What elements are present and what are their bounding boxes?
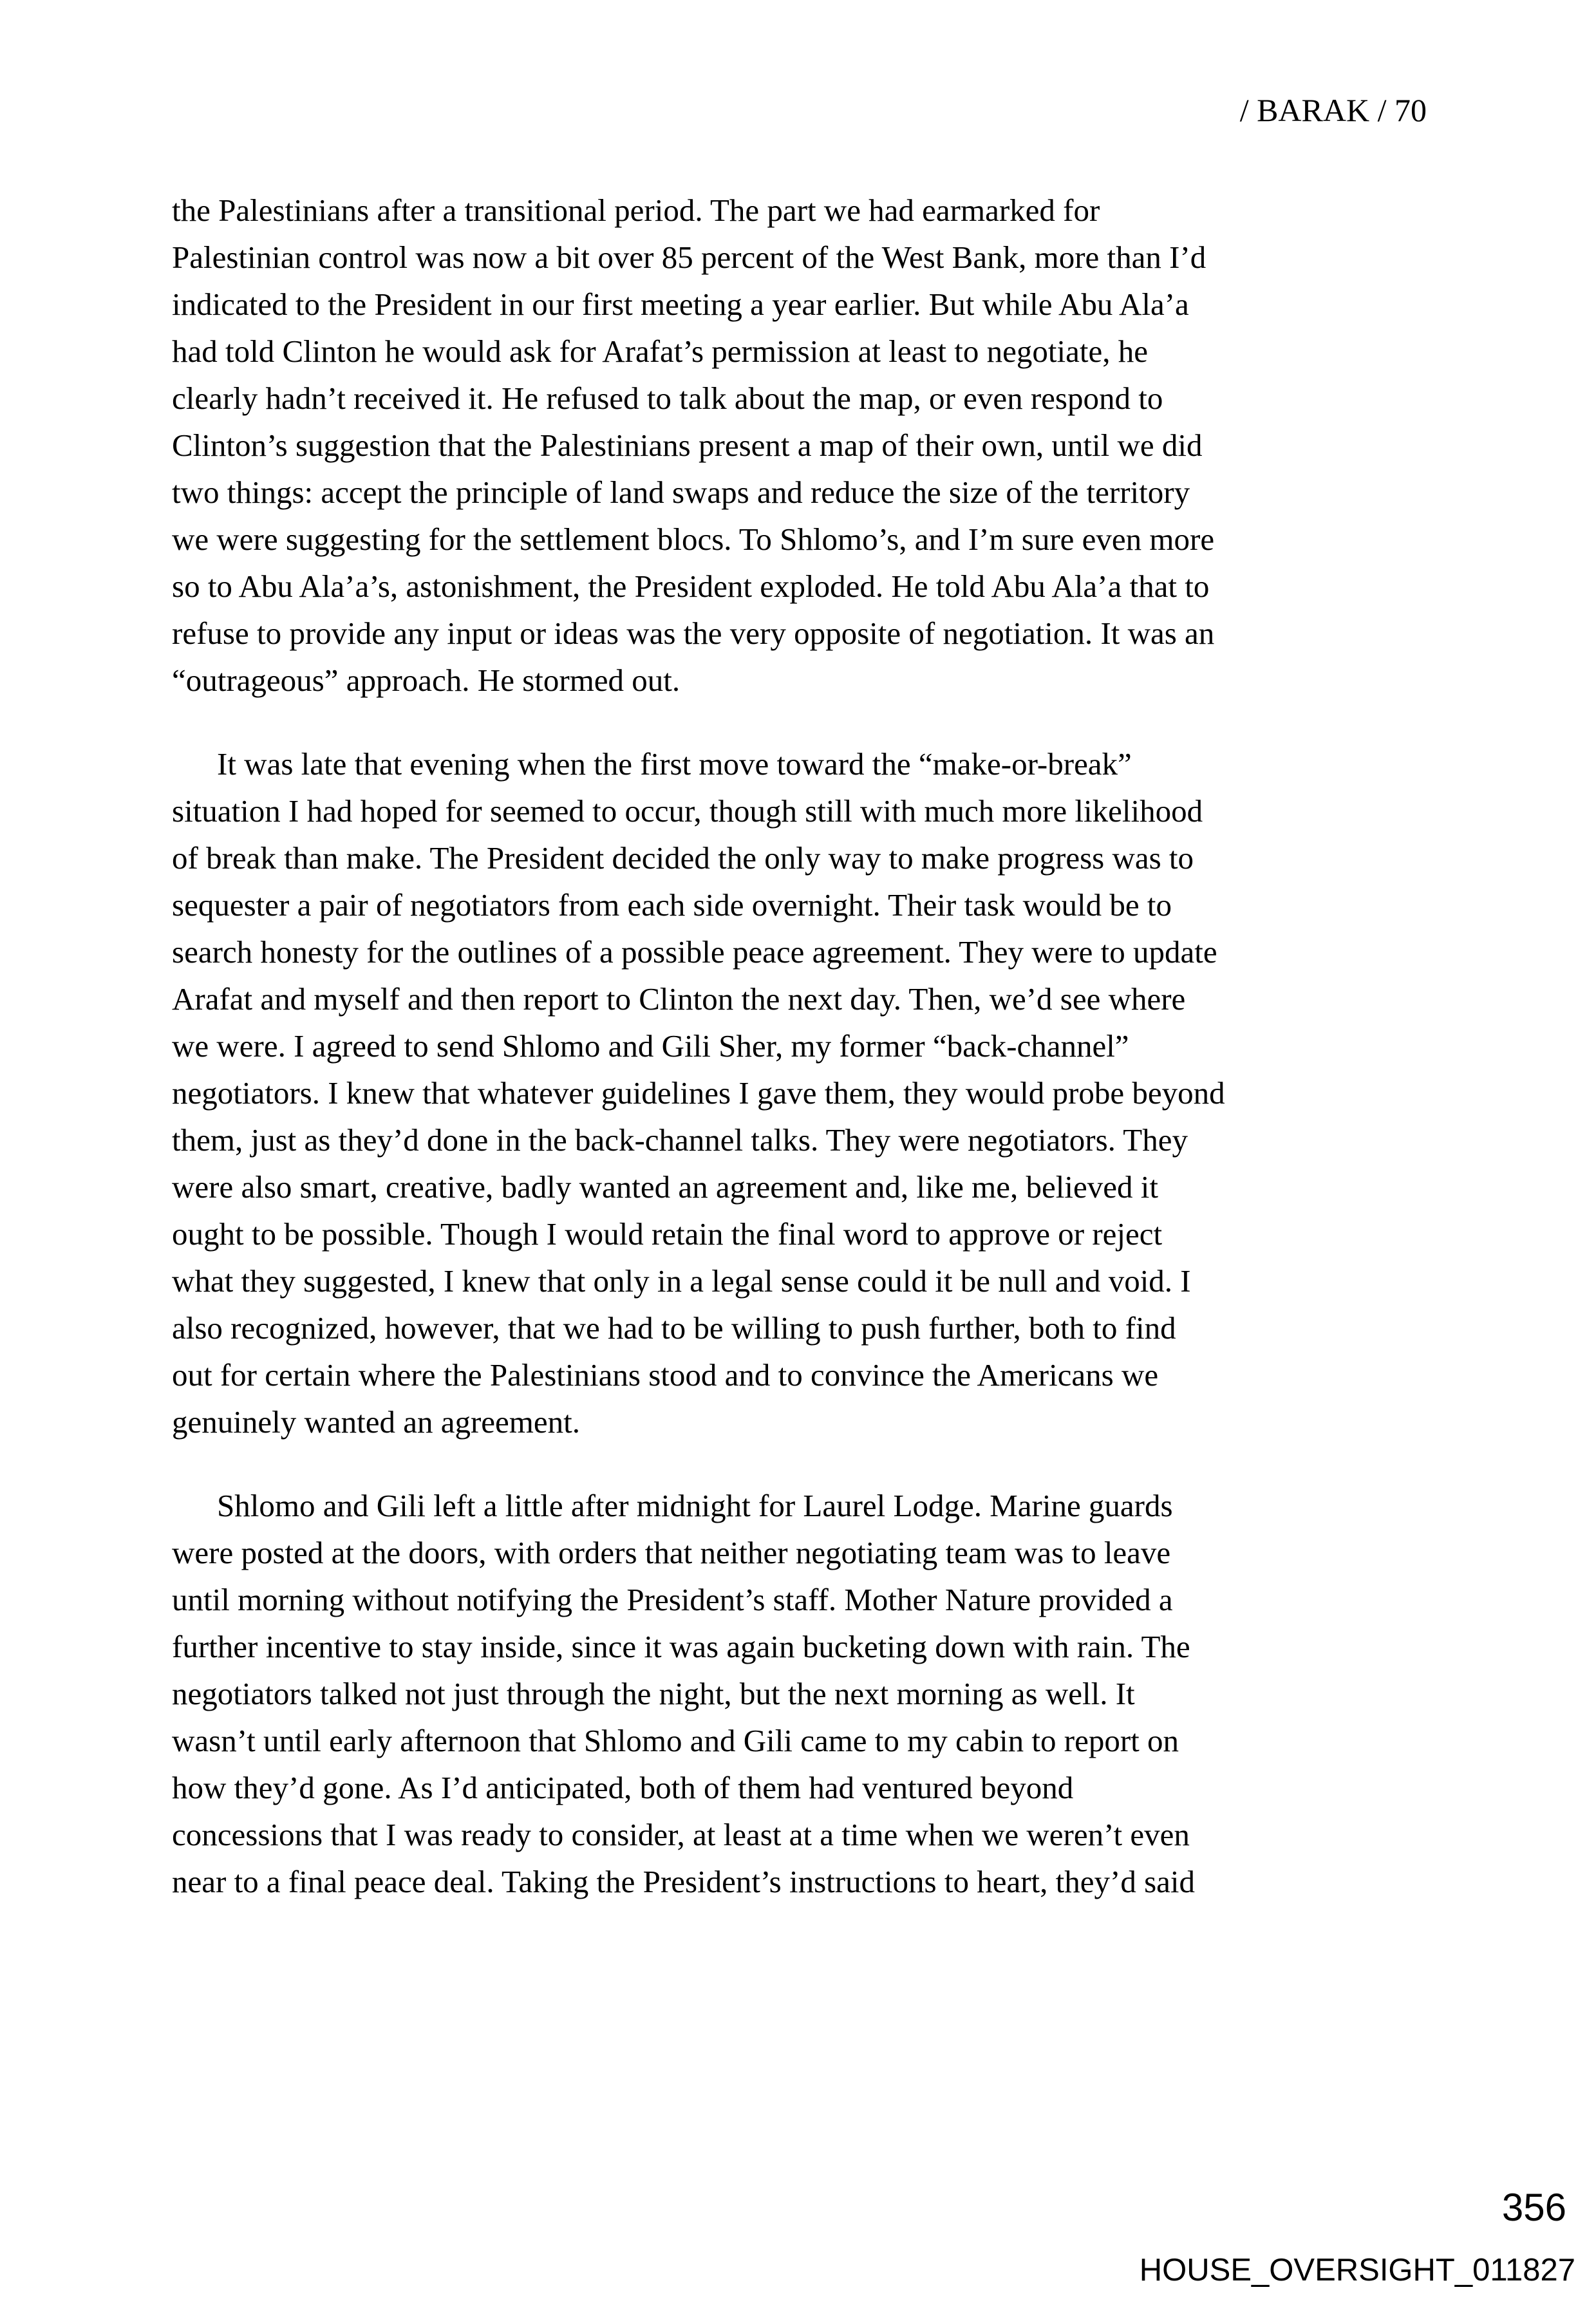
text-line: indicated to the President in our first meeting a year earlier. But while Abu Ala’a	[172, 287, 1189, 322]
text-line: two things: accept the principle of land swaps and reduce the size of the territory	[172, 475, 1190, 510]
text-line: refuse to provide any input or ideas was the very opposite of negotiation. It was an	[172, 616, 1215, 651]
page-number: 356	[1501, 2186, 1566, 2229]
running-header: / BARAK / 70	[1239, 92, 1427, 128]
text-line: until morning without notifying the President’s staff. Mother Nature provided a	[172, 1582, 1173, 1617]
text-line: had told Clinton he would ask for Arafat’s permission at least to negotiate, he	[172, 334, 1148, 369]
text-line: so to Abu Ala’a’s, astonishment, the President exploded. He told Abu Ala’a that to	[172, 569, 1210, 604]
text-line: we were. I agreed to send Shlomo and Gili Sher, my former “back-channel”	[172, 1028, 1129, 1064]
text-line: were also smart, creative, badly wanted an agreement and, like me, believed it	[172, 1169, 1158, 1205]
text-line: concessions that I was ready to consider, at least at a time when we weren’t even	[172, 1817, 1190, 1852]
text-line: Clinton’s suggestion that the Palestinians present a map of their own, until we did	[172, 428, 1203, 463]
bates-stamp: HOUSE_OVERSIGHT_011827	[1139, 2253, 1575, 2288]
text-line: of break than make. The President decided the only way to make progress was to	[172, 840, 1194, 876]
text-line: also recognized, however, that we had to be willing to push further, both to find	[172, 1310, 1176, 1346]
paragraph	[172, 740, 1485, 1445]
text-line: ought to be possible. Though I would retain the final word to approve or reject	[172, 1216, 1163, 1252]
text-line: Arafat and myself and then report to Clinton the next day. Then, we’d see where	[172, 981, 1186, 1017]
text-line: out for certain where the Palestinians stood and to convince the Americans we	[172, 1357, 1159, 1393]
text-line: were posted at the doors, with orders that neither negotiating team was to leave	[172, 1535, 1171, 1570]
text-line: Shlomo and Gili left a little after midnight for Laurel Lodge. Marine guards	[217, 1488, 1173, 1523]
paragraph	[172, 1482, 1485, 1905]
text-line: “outrageous” approach. He stormed out.	[172, 663, 681, 698]
text-line: what they suggested, I knew that only in a legal sense could it be null and void. I	[172, 1263, 1191, 1299]
text-line: wasn’t until early afternoon that Shlomo and Gili came to my cabin to report on	[172, 1723, 1179, 1758]
text-line: sequester a pair of negotiators from each side overnight. Their task would be to	[172, 887, 1172, 923]
text-line: negotiators talked not just through the night, but the next morning as well. It	[172, 1676, 1135, 1711]
paragraph	[172, 187, 1485, 704]
text-line: the Palestinians after a transitional period. The part we had earmarked for	[172, 193, 1100, 228]
text-line: we were suggesting for the settlement blocs. To Shlomo’s, and I’m sure even more	[172, 522, 1215, 557]
text-line: search honesty for the outlines of a possible peace agreement. They were to update	[172, 934, 1217, 970]
text-line: negotiators. I knew that whatever guidelines I gave them, they would probe beyond	[172, 1075, 1225, 1111]
text-line: them, just as they’d done in the back-channel talks. They were negotiators. They	[172, 1122, 1188, 1158]
text-line: clearly hadn’t received it. He refused to talk about the map, or even respond to	[172, 381, 1163, 416]
text-line: genuinely wanted an agreement.	[172, 1404, 581, 1440]
text-line: It was late that evening when the first move toward the “make-or-break”	[217, 746, 1132, 782]
text-line: Palestinian control was now a bit over 85 percent of the West Bank, more than I’d	[172, 240, 1206, 275]
text-line: further incentive to stay inside, since it was again bucketing down with rain. The	[172, 1629, 1190, 1664]
text-line: how they’d gone. As I’d anticipated, both of them had ventured beyond	[172, 1770, 1074, 1805]
text-line: near to a final peace deal. Taking the President’s instructions to heart, they’d said	[172, 1864, 1196, 1899]
document-body	[172, 187, 1485, 1905]
text-line: situation I had hoped for seemed to occur, though still with much more likelihood	[172, 793, 1203, 829]
